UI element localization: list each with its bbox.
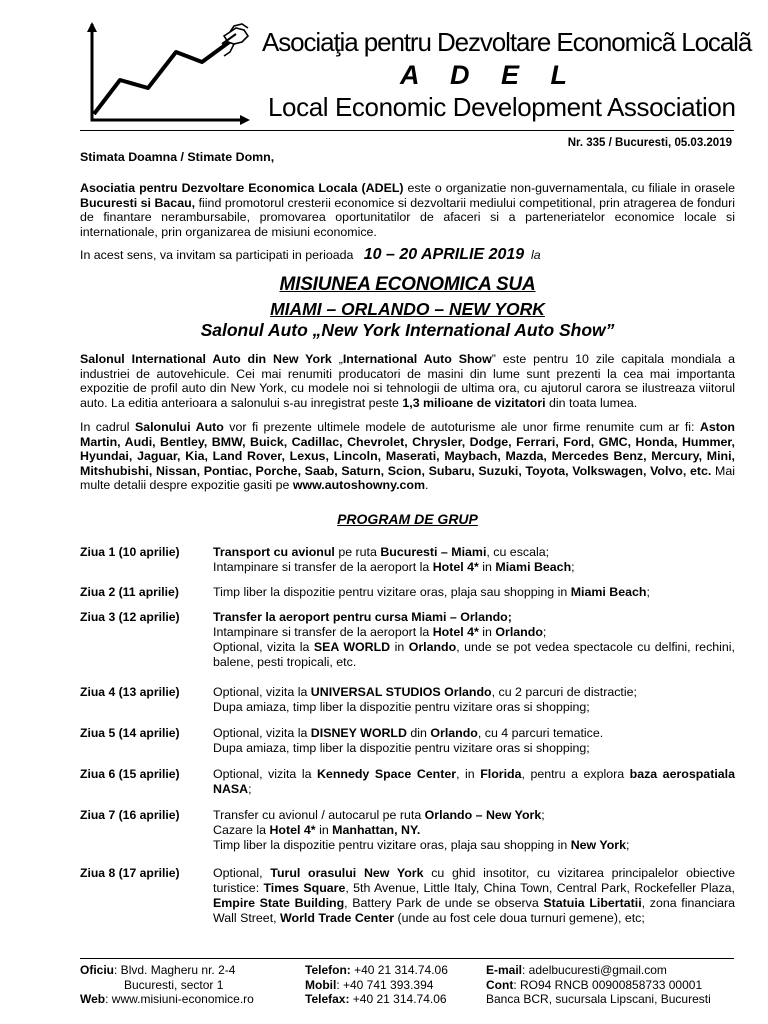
email-link[interactable]: : adelbucuresti@gmail.com	[522, 963, 667, 977]
intro-text: fiind promotorul cresterii economice si dezvoltarii mediului competitional, prin atragerea de fonduri de finantare nerambursabile, promovarea oportunitatilor de afaceri si a parteneriatelor economice locale si internationale, prin organizarea de misiuni economice.	[80, 195, 735, 239]
document-reference: Nr. 335 / Bucuresti, 05.03.2019	[567, 137, 732, 149]
org-acronym: A D E L	[400, 60, 580, 90]
footer-contact	[486, 963, 711, 1007]
auto-show-title: Salonul Auto „New York International Auto Show”	[200, 320, 615, 340]
mission-title: MISIUNEA ECONOMICA SUA	[279, 274, 536, 295]
email-label: E-mail	[486, 963, 523, 977]
mob-label: Mobil	[305, 977, 337, 992]
bank-name: Banca BCR, sucursala Lipscani, Bucuresti	[486, 992, 711, 1006]
brands-salon: Salonului Auto	[134, 420, 224, 434]
salon-text: „	[331, 352, 343, 366]
day-label: Ziua 4 (13 aprilie)	[80, 685, 180, 699]
salon-show-name: International Auto Show	[342, 352, 492, 366]
org-name: Asociatia pentru Dezvoltare Economica Locala (ADEL)	[80, 181, 404, 195]
adel-logo	[84, 22, 250, 126]
intro-paragraph	[80, 181, 735, 239]
salon-visitors: 1,3 milioane de vizitatori	[402, 395, 546, 410]
mob-value: : +40 741 393.394	[336, 977, 434, 992]
day-description: Transfer la aeroport pentru cursa Miami – Orlando; Intampinare si transfer de la aeroport la Hotel 4* in Orlando; Optional, vizita la SEA WORLD in Orlando, unde se pot vedea spectacole cu delfini, rechini, balene, pesti tropicali, etc.	[213, 610, 736, 669]
tel-value: +40 21 314.74.06	[350, 963, 448, 977]
day-description: Timp liber la dispozitie pentru vizitare oras, plaja sau shopping in Miami Beach;	[213, 585, 650, 599]
org-title-ro: Asociaţia pentru Dezvoltare Economicã Localã	[262, 27, 752, 57]
day-label: Ziua 2 (11 aprilie)	[80, 585, 179, 599]
brands-paragraph	[80, 420, 735, 493]
footer-phones	[305, 963, 448, 1007]
day-description: Transport cu avionul pe ruta Bucuresti – Miami, cu escala; Intampinare si transfer de la aeroport la Hotel 4* in Miami Beach;	[213, 545, 575, 574]
account-label: Cont	[486, 977, 514, 992]
tel-label: Telefon:	[305, 963, 351, 977]
invite-line	[80, 246, 735, 264]
invite-dates: 10 – 20 APRILIE 2019	[363, 246, 525, 263]
day-description: Optional, vizita la UNIVERSAL STUDIOS Orlando, cu 2 parcuri de distractie; Dupa amiaza, timp liber la dispozitie pentru vizitare oras si shopping;	[213, 685, 637, 714]
day-description: Transfer cu avionul / autocarul pe ruta Orlando – New York; Cazare la Hotel 4* in Manhattan, NY. Timp liber la dispozitie pentru vizitare oras, plaja sau shopping in New York;	[213, 808, 630, 852]
program-title: PROGRAM DE GRUP	[337, 511, 478, 527]
web-label: Web	[80, 992, 106, 1006]
account-value: : RO94 RNCB 00900858733 00001	[513, 977, 703, 992]
brands-list: Aston Martin, Audi, Bentley, BMW, Buick, Cadillac, Chevrolet, Chrysler, Dodge, Ferrari, Ford, GMC, Honda, Hummer, Hyundai, Jaguar, Kia, Land Rover, Lexus, Lincoln, Maserati, Maybach, Mazda, Mercedes Benz, Mercury, Mini, Mitshubishi, Nissan, Pontiac, Porche, Saab, Saturn, Scion, Subaru, Suzuki, Toyota, Volkswagen, Volvo, etc.	[80, 420, 735, 478]
day-label: Ziua 7 (16 aprilie)	[80, 808, 180, 822]
autoshow-link[interactable]: www.autoshowny.com	[292, 478, 426, 492]
brands-text: .	[425, 478, 429, 492]
office-label: Oficiu	[80, 963, 115, 977]
mission-route: MIAMI – ORLANDO – NEW YORK	[270, 299, 545, 319]
day-description: Optional, Turul orasului New York cu ghid insotitor, cu vizitarea principalelor obiective turistice: Times Square, 5th Avenue, Little Italy, China Town, Central Park, Rockefeller Plaza, Empire State Building, Battery Park de unde se observa Statuia Libertatii, zona financiara Wall Street, World Trade Center (unde au fost cele doua turnuri gemene), etc;	[213, 866, 736, 925]
salon-text: din toata lumea.	[545, 395, 638, 410]
org-title-en: Local Economic Development Association	[268, 92, 736, 122]
invite-la: la	[531, 248, 541, 262]
day-label: Ziua 5 (14 aprilie)	[80, 726, 180, 740]
day-label: Ziua 1 (10 aprilie)	[80, 545, 180, 559]
day-description: Optional, vizita la Kennedy Space Center, in Florida, pentru a explora baza aerospatiala NASA;	[213, 767, 735, 796]
footer-office	[80, 963, 254, 1007]
invite-text: In acest sens, va invitam sa participati in perioada	[80, 248, 354, 262]
brands-text: vor fi prezente ultimele modele de autoturisme ale unor firme renumite cum ar fi:	[223, 420, 700, 434]
salon-name: Salonul International Auto din New York	[80, 352, 332, 366]
brands-text: In cadrul	[80, 420, 135, 434]
fax-value: +40 21 314.74.06	[349, 992, 447, 1006]
web-link[interactable]: : www.misiuni-economice.ro	[105, 992, 254, 1006]
fax-label: Telefax:	[305, 992, 350, 1006]
salon-text: ” este pentru 10 zile capitala mondiala a industriei de autovehicule. Cei mai renumiti producatori de masini din lume sunt prezenti la cea mai importanta expozitie de profil auto din New York, cu modele noi si tehnologii de ultima ora, cu ajutorul carora se ilustreaza viitorul auto. La editia anterioara a salonului s-au inregistrat peste	[80, 352, 735, 410]
greeting: Stimata Doamna / Stimate Domn,	[80, 150, 275, 164]
salon-paragraph	[80, 352, 735, 410]
day-description: Optional, vizita la DISNEY WORLD din Orlando, cu 4 parcuri tematice. Dupa amiaza, timp liber la dispozitie pentru vizitare oras si shopping;	[213, 726, 604, 755]
brands-text: Mai multe detalii despre expozitie gasiti pe	[80, 463, 735, 492]
day-label: Ziua 6 (15 aprilie)	[80, 767, 180, 781]
intro-cities: Bucuresti si Bacau,	[80, 195, 196, 210]
office-address: : Blvd. Magheru nr. 2-4	[114, 963, 236, 977]
day-label: Ziua 8 (17 aprilie)	[80, 866, 180, 880]
day-label: Ziua 3 (12 aprilie)	[80, 610, 180, 624]
intro-text: este o organizatie non-guvernamentala, cu filiale in orasele	[403, 181, 735, 195]
office-city: Bucuresti, sector 1	[124, 977, 224, 992]
footer-divider	[80, 958, 734, 959]
header-divider	[80, 130, 734, 131]
